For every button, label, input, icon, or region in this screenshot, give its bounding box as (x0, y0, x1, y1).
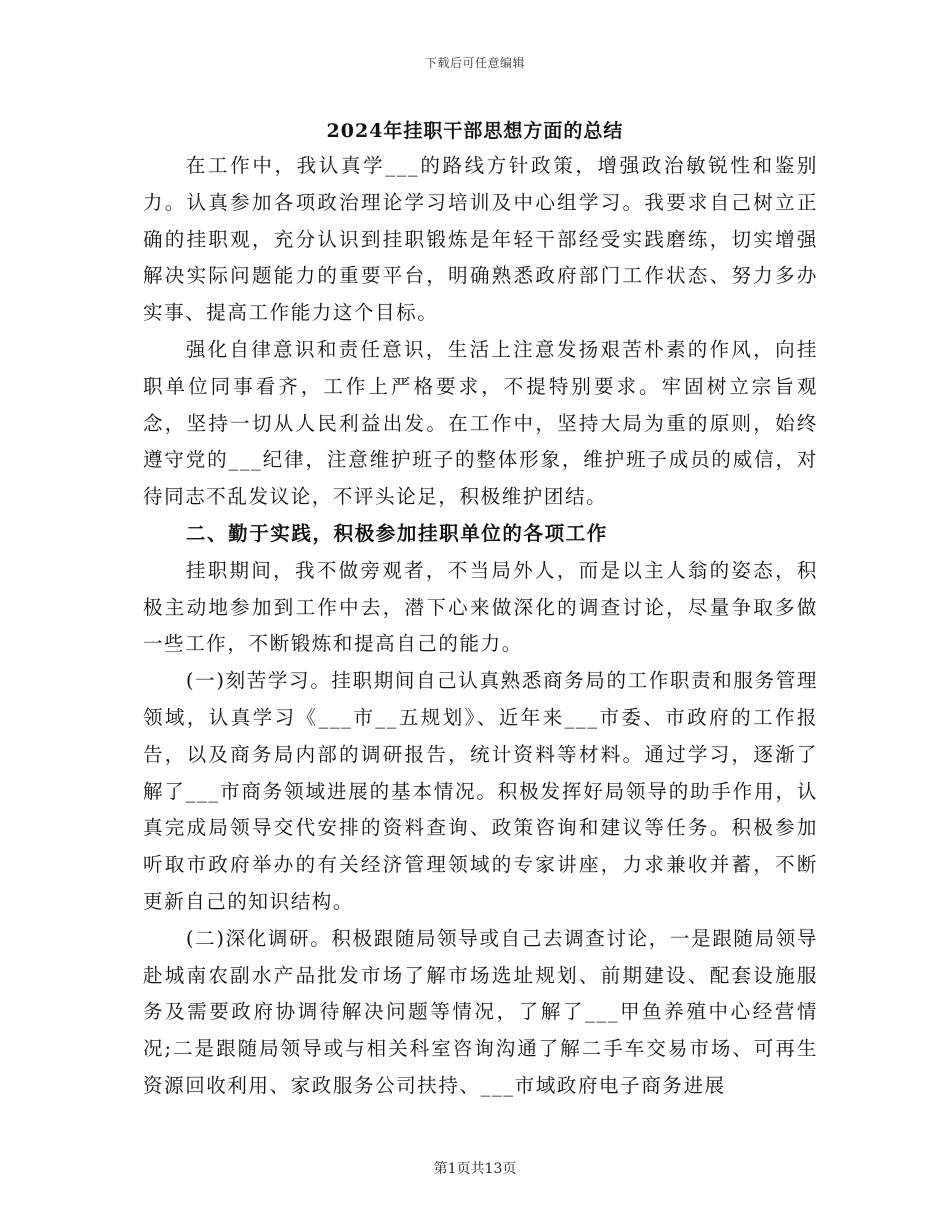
page-header-note: 下载后可任意编辑 (424, 56, 525, 70)
body-paragraph: (一)刻苦学习。挂职期间自己认真熟悉商务局的工作职责和服务管理领域，认真学习《___市__五规划》、近年来___市委、市政府的工作报告，以及商务局内部的调研报告，统计资料等材料。通过学习，逐渐了解了___市商务领域进展的基本情况。积极发挥好局领导的助手作用，认真完成局领导交代安排的资料查询、政策咨询和建议等任务。积极参加听取市政府举办的有关经济管理领域的专家讲座，力求兼收并蓄，不断更新自己的知识结构。 (143, 669, 818, 913)
section-heading: 二、勤于实践，积极参加挂职单位的各项工作 (185, 521, 608, 545)
body-paragraph: 强化自律意识和责任意识，生活上注意发扬艰苦朴素的作风，向挂职单位同事看齐，工作上严格要求，不提特别要求。牢固树立宗旨观念，坚持一切从人民利益出发。在工作中，坚持大局为重的原则，始终遵守党的___纪律，注意维护班子的整体形象，维护班子成员的威信，对待同志不乱发议论，不评头论足，积极维护团结。 (143, 337, 818, 509)
document-title: 2024年挂职干部思想方面的总结 (326, 120, 624, 142)
body-paragraph: 在工作中，我认真学___的路线方针政策，增强政治敏锐性和鉴别力。认真参加各项政治理论学习培训及中心组学习。我要求自己树立正确的挂职观，充分认识到挂职锻炼是年轻干部经受实践磨练，切实增强解决实际问题能力的重要平台，明确熟悉政府部门工作状态、努力多办实事、提高工作能力这个目标。 (143, 154, 818, 325)
document-body (143, 148, 818, 1105)
body-paragraph: 挂职期间，我不做旁观者，不当局外人，而是以主人翁的姿态，积极主动地参加到工作中去，潜下心来做深化的调查讨论，尽量争取多做一些工作，不断锻炼和提高自己的能力。 (143, 558, 818, 656)
body-paragraph: (二)深化调研。积极跟随局领导或自己去调查讨论，一是跟随局领导赴城南农副水产品批发市场了解市场选址规划、前期建设、配套设施服务及需要政府协调待解决问题等情况，了解了___甲鱼养殖中心经营情况;二是跟随局领导或与相关科室咨询沟通了解二手车交易市场、可再生资源回收利用、家政服务公司扶持、___市域政府电子商务进展 (143, 926, 818, 1097)
page-number-footer: 第1页共13页 (433, 1161, 517, 1177)
